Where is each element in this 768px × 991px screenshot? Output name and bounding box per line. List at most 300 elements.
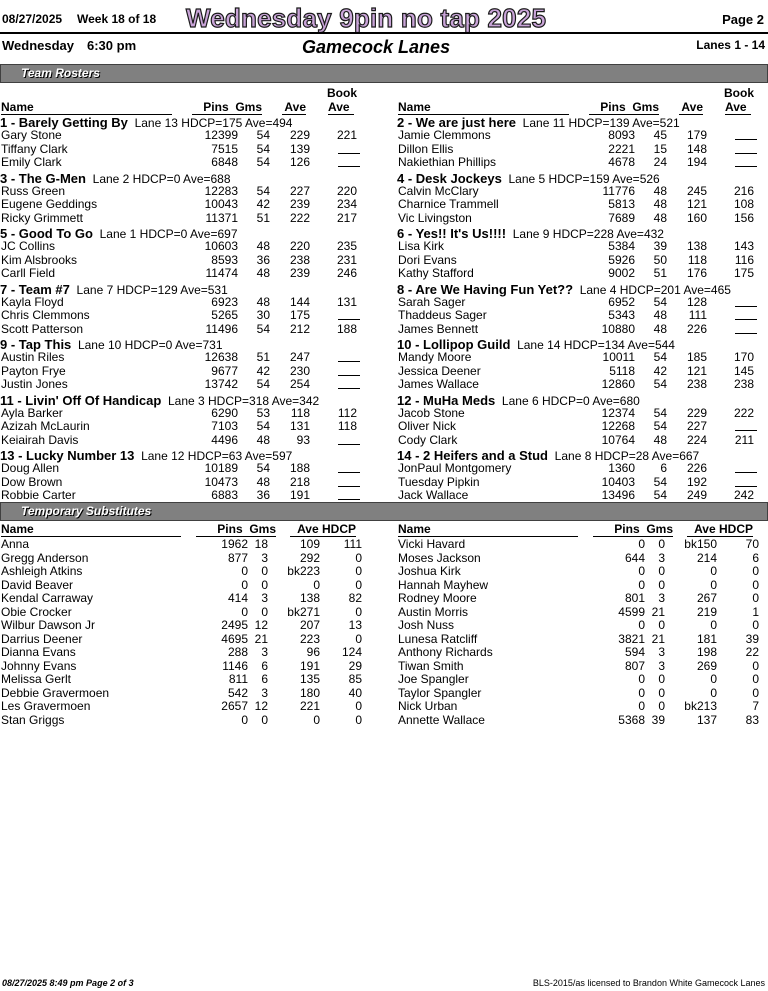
team-block [397,282,768,337]
week-indicator: Week 18 of 18 [77,12,157,26]
player-pins: 6883 [211,488,238,503]
substitute-pins: 288 [227,645,248,659]
substitute-average: 0 [313,577,320,592]
book-average-blank-line [735,319,757,320]
substitute-average: bk223 [287,564,320,578]
player-name: Austin Riles [1,350,65,364]
substitute-name: Kendal Carraway [1,591,94,605]
player-average: 121 [686,197,707,212]
substitute-games: 3 [261,550,268,565]
games-column-header: Gms [235,100,262,114]
player-book-average: 231 [336,252,357,267]
player-name: JC Collins [1,239,56,253]
player-book-average: 131 [336,294,357,309]
player-average: 188 [289,461,310,475]
substitute-games: 3 [658,550,665,565]
player-row [0,420,372,433]
player-pins: 6923 [211,294,238,309]
team-name: Tap This [18,337,72,352]
player-games: 54 [256,419,270,434]
header-divider [0,32,768,34]
substitute-row [0,592,370,605]
substitute-pins: 3821 [618,631,645,646]
substitute-name: Joshua Kirk [398,564,461,578]
name-column-header: Name [398,100,569,115]
substitute-games: 3 [261,645,268,659]
sub-handicap-column-header: HDCP [718,522,753,536]
substitute-pins: 0 [241,712,248,727]
player-pins: 5265 [211,308,238,323]
footer-license: BLS-2015/as licensed to Brandon White Gamecock Lanes [532,978,765,988]
team-name: Team #7 [18,281,70,297]
substitute-average: 0 [710,577,717,592]
player-row [397,212,768,225]
team-name: The G-Men [18,170,86,186]
player-average: 238 [686,377,707,392]
substitute-pins: 0 [638,537,645,551]
league-time: 6:30 pm [87,38,137,53]
player-name: Eugene Geddings [1,197,98,212]
substitute-games: 0 [658,699,665,713]
substitute-handicap: 0 [752,685,759,700]
player-row [0,143,372,156]
player-pins: 11776 [602,183,635,198]
player-pins: 4496 [211,432,238,447]
substitute-row [0,687,370,700]
substitute-games: 6 [261,672,268,686]
player-row [0,198,372,211]
substitute-pins: 0 [241,604,248,619]
team-info: Lane 10 HDCP=0 Ave=731 [77,338,223,352]
substitute-average: 0 [313,712,320,727]
player-name: Vic Livingston [398,210,472,225]
substitute-games: 39 [651,712,665,727]
player-pins: 5926 [608,252,635,267]
team-number: 11 - [0,392,26,408]
substitute-average: 221 [299,699,320,713]
substitute-average: 0 [710,685,717,700]
team-block [397,115,768,170]
player-average: 245 [686,183,707,198]
player-row [397,476,768,489]
substitute-row [0,646,370,659]
player-row [397,434,768,447]
player-row [0,462,372,475]
player-row [397,462,768,475]
substitute-row [0,714,370,727]
substitute-name: Ashleigh Atkins [1,564,83,578]
report-date: 08/27/2025 [2,12,63,26]
player-average: 138 [686,239,707,253]
sub-handicap-column-header: HDCP [321,522,356,536]
book-average-blank-line [735,153,757,154]
page-number: Page 2 [722,12,764,27]
temporary-substitutes-heading: Temporary Substitutes [21,504,152,518]
substitute-games: 21 [651,631,665,646]
substitute-games: 3 [658,591,665,605]
substitute-handicap: 29 [348,658,362,673]
substitute-games: 21 [254,631,268,646]
substitute-games: 0 [658,672,665,686]
player-average: 194 [686,155,707,170]
player-book-average: 216 [733,183,754,198]
player-name: Thaddeus Sager [398,308,487,323]
player-book-average: 238 [733,377,754,392]
substitute-average: 191 [299,658,320,673]
sub-ave-hdcp-column-header [290,522,356,537]
book-average-blank-line [735,166,757,167]
player-games: 54 [256,128,270,142]
player-pins: 8093 [608,128,635,142]
player-pins: 12374 [601,405,635,420]
substitute-handicap: 13 [348,618,362,632]
team-number: 5 - [0,226,19,241]
book-average-blank-line [338,375,360,376]
substitute-row [397,660,767,673]
player-book-average: 156 [733,210,754,225]
substitute-average: 138 [299,591,320,605]
player-row [0,378,372,391]
substitute-average: 109 [299,537,320,551]
player-name: James Bennett [398,321,479,336]
player-row [0,254,372,267]
substitute-average: 292 [299,550,320,565]
player-games: 51 [653,266,667,281]
sub-ave-hdcp-column-header [687,522,753,537]
substitute-row [0,633,370,646]
player-row [397,129,768,142]
player-average: 144 [289,294,310,309]
player-row [0,351,372,364]
player-games: 24 [653,155,667,170]
player-name: Nakiethian Phillips [398,155,497,170]
substitute-name: Annette Wallace [398,712,485,727]
sub-pins-column-header: Pins [217,522,243,536]
team-number: 8 - [397,281,416,297]
player-games: 48 [653,197,667,212]
player-games: 54 [256,183,270,198]
player-book-average: 211 [734,432,754,447]
substitute-games: 12 [254,618,268,632]
player-pins: 11474 [205,266,238,281]
team-number: 4 - [397,170,416,186]
player-average: 176 [686,266,707,281]
player-name: Azizah McLaurin [1,419,90,434]
substitute-name: Anna [1,537,30,551]
player-name: Kim Alsbrooks [1,252,78,267]
team-name: Are We Having Fun Yet?? [415,281,574,297]
player-row [0,323,372,336]
player-row [0,407,372,420]
player-games: 6 [660,461,667,475]
book-average-blank-line [735,306,757,307]
player-name: Justin Jones [1,377,68,392]
book-average-blank-line [338,153,360,154]
team-info: Lane 7 HDCP=129 Ave=531 [76,282,228,297]
team-name: Barely Getting By [18,115,128,130]
player-pins: 9677 [211,363,238,378]
player-average: 226 [686,461,707,475]
book-average-blank-line [338,166,360,167]
substitute-name: Wilbur Dawson Jr [1,618,96,632]
player-games: 51 [256,350,270,364]
team-block [397,337,768,392]
team-number: 2 - [397,115,416,130]
player-book-average: 220 [336,183,357,198]
player-games: 48 [653,183,667,198]
team-number: 12 - [397,392,424,408]
player-games: 36 [256,252,270,267]
player-average: 239 [289,197,310,212]
player-average: 254 [289,377,310,392]
player-pins: 8593 [211,252,238,267]
player-average: 226 [686,321,707,336]
player-row [397,254,768,267]
team-info: Lane 8 HDCP=28 Ave=667 [554,449,700,463]
substitute-row [0,579,370,592]
player-name: Cody Clark [398,432,458,447]
player-pins: 7515 [211,141,238,156]
substitute-handicap: 6 [752,550,759,565]
player-book-average: 170 [733,350,754,364]
team-name: Desk Jockeys [415,170,502,186]
player-row [0,240,372,253]
player-name: Gary Stone [1,128,62,142]
team-info: Lane 4 HDCP=201 Ave=465 [579,282,731,297]
player-row [397,198,768,211]
player-games: 50 [653,252,667,267]
player-average: 229 [289,128,310,142]
player-name: Payton Frye [1,363,66,378]
player-name: Doug Allen [1,461,60,475]
player-average: 128 [686,294,707,309]
player-name: JonPaul Montgomery [398,461,512,475]
player-games: 53 [256,405,270,420]
name-column-header: Name [1,100,172,115]
player-games: 54 [256,141,270,156]
player-pins: 6952 [608,294,635,309]
substitute-pins: 807 [624,658,645,673]
substitute-name: Rodney Moore [398,591,477,605]
substitute-row [397,619,767,632]
games-column-header: Gms [632,100,659,114]
book-average-blank-line [338,499,360,500]
substitute-pins: 0 [638,618,645,632]
team-number: 7 - [0,281,19,297]
book-average-blank-line [338,319,360,320]
substitute-row [397,565,767,578]
substitute-name: Joe Spangler [398,672,469,686]
player-games: 42 [256,363,270,378]
player-games: 36 [256,488,270,503]
average-column-header: Ave [282,100,306,115]
substitute-average: bk150 [684,537,717,551]
team-info: Lane 11 HDCP=139 Ave=521 [522,116,680,130]
player-row [0,476,372,489]
player-average: 175 [289,308,310,323]
player-book-average: 235 [336,239,357,253]
team-block [397,171,768,226]
substitute-games: 0 [658,537,665,551]
substitute-average: 214 [696,550,717,565]
team-info: Lane 5 HDCP=159 Ave=526 [508,171,660,186]
substitute-row [0,565,370,578]
substitute-handicap: 111 [343,537,362,551]
player-pins: 11371 [205,210,238,225]
pins-games-column-header [192,100,262,115]
player-games: 54 [653,474,667,489]
player-average: 247 [289,350,310,364]
substitute-average: 180 [299,685,320,700]
substitute-handicap: 0 [355,712,362,727]
player-book-average: 143 [733,239,754,253]
substitute-average: 135 [299,672,320,686]
team-info: Lane 9 HDCP=228 Ave=432 [512,227,664,241]
substitute-row [0,619,370,632]
substitute-pins: 1146 [222,658,248,673]
player-book-average: 145 [733,363,754,378]
substitute-handicap: 0 [752,577,759,592]
player-name: Robbie Carter [1,488,76,503]
team-name: Lollipop Guild [423,337,511,352]
substitute-handicap: 0 [752,591,759,605]
substitute-pins: 0 [638,685,645,700]
player-games: 48 [256,432,270,447]
player-name: Mandy Moore [398,350,472,364]
player-games: 48 [653,432,667,447]
book-average-blank-line [338,388,360,389]
player-pins: 11496 [205,321,238,336]
player-games: 48 [256,294,270,309]
substitute-handicap: 0 [355,699,362,713]
team-number: 3 - [0,170,19,186]
player-row [0,129,372,142]
sub-games-column-header: Gms [249,522,276,536]
substitute-pins: 811 [228,672,248,686]
substitute-handicap: 82 [348,591,362,605]
player-average: 249 [686,488,707,503]
player-games: 42 [653,363,667,378]
team-number: 9 - [0,337,19,352]
player-row [397,296,768,309]
player-average: 121 [686,363,707,378]
player-row [397,143,768,156]
team-name: 2 Heifers and a Stud [423,448,548,463]
substitute-pins: 0 [241,564,248,578]
substitute-handicap: 39 [745,631,759,646]
player-pins: 10603 [204,239,238,253]
player-average: 148 [686,141,707,156]
sub-name-column-header: Name [398,522,578,537]
league-day: Wednesday [2,38,75,53]
player-book-average: 188 [336,321,357,336]
substitute-pins: 0 [638,672,645,686]
book-average-blank-line [735,430,757,431]
player-pins: 6848 [211,155,238,170]
player-games: 42 [256,197,270,212]
book-header-top: Book [327,86,357,100]
player-name: Ayla Barker [1,405,63,420]
substitute-row [397,714,767,727]
book-average-blank-line [338,472,360,473]
substitute-name: Josh Nuss [398,618,455,632]
player-average: 179 [686,128,707,142]
player-name: Scott Patterson [1,321,84,336]
substitute-name: Melissa Gerlt [1,672,72,686]
bowling-center-name: Gamecock Lanes [302,37,451,57]
player-row [397,323,768,336]
temporary-substitutes-section-bar [0,502,768,521]
player-games: 48 [653,210,667,225]
player-row [397,156,768,169]
player-name: Tiffany Clark [1,141,68,156]
team-rosters-section-bar [0,64,768,83]
team-name: Good To Go [18,226,93,241]
substitute-average: 0 [710,618,717,632]
player-average: 131 [289,419,310,434]
footer-print-info: 08/27/2025 8:49 pm Page 2 of 3 [2,978,134,988]
substitute-average: 267 [696,591,717,605]
substitute-row [397,646,767,659]
substitute-row [397,633,767,646]
substitute-games: 0 [261,577,268,592]
substitute-games: 3 [261,591,268,605]
book-average-blank-line [338,361,360,362]
player-name: Dori Evans [398,252,457,267]
team-block [0,115,372,170]
substitute-name: Anthony Richards [398,645,493,659]
player-games: 48 [256,474,270,489]
player-name: James Wallace [398,377,479,392]
team-info: Lane 6 HDCP=0 Ave=680 [501,393,640,408]
player-average: 227 [686,419,707,434]
substitute-handicap: 83 [745,712,759,727]
substitute-games: 3 [261,685,268,700]
substitute-name: Dianna Evans [1,645,76,659]
substitute-average: 198 [696,645,717,659]
substitute-row [0,660,370,673]
substitute-name: Nick Urban [398,699,458,713]
player-average: 230 [289,363,310,378]
substitute-games: 0 [658,577,665,592]
player-pins: 12638 [204,350,238,364]
team-info: Lane 2 HDCP=0 Ave=688 [92,171,231,186]
substitute-row [0,606,370,619]
substitute-games: 0 [261,564,268,578]
player-pins: 10880 [601,321,635,336]
substitute-row [0,700,370,713]
sub-average-column-header: Ave [694,522,716,536]
player-games: 54 [653,405,667,420]
player-row [0,296,372,309]
player-name: Oliver Nick [398,419,457,434]
book-average-column-header: Ave [725,100,751,115]
substitute-handicap: 0 [752,618,759,632]
player-pins: 5343 [608,308,635,323]
player-row [0,489,372,502]
league-title: Wednesday 9pin no tap 2025 [186,3,547,33]
team-block [0,393,372,448]
sub-pins-games-column-header [593,522,673,537]
team-number: 1 - [0,115,19,130]
team-info: Lane 13 HDCP=175 Ave=494 [134,116,293,130]
sub-pins-games-column-header [196,522,276,537]
player-name: Kayla Floyd [1,294,64,309]
player-book-average: 108 [733,197,754,212]
player-book-average: 175 [733,266,754,281]
player-name: Emily Clark [1,155,62,170]
player-pins: 13496 [601,488,635,503]
